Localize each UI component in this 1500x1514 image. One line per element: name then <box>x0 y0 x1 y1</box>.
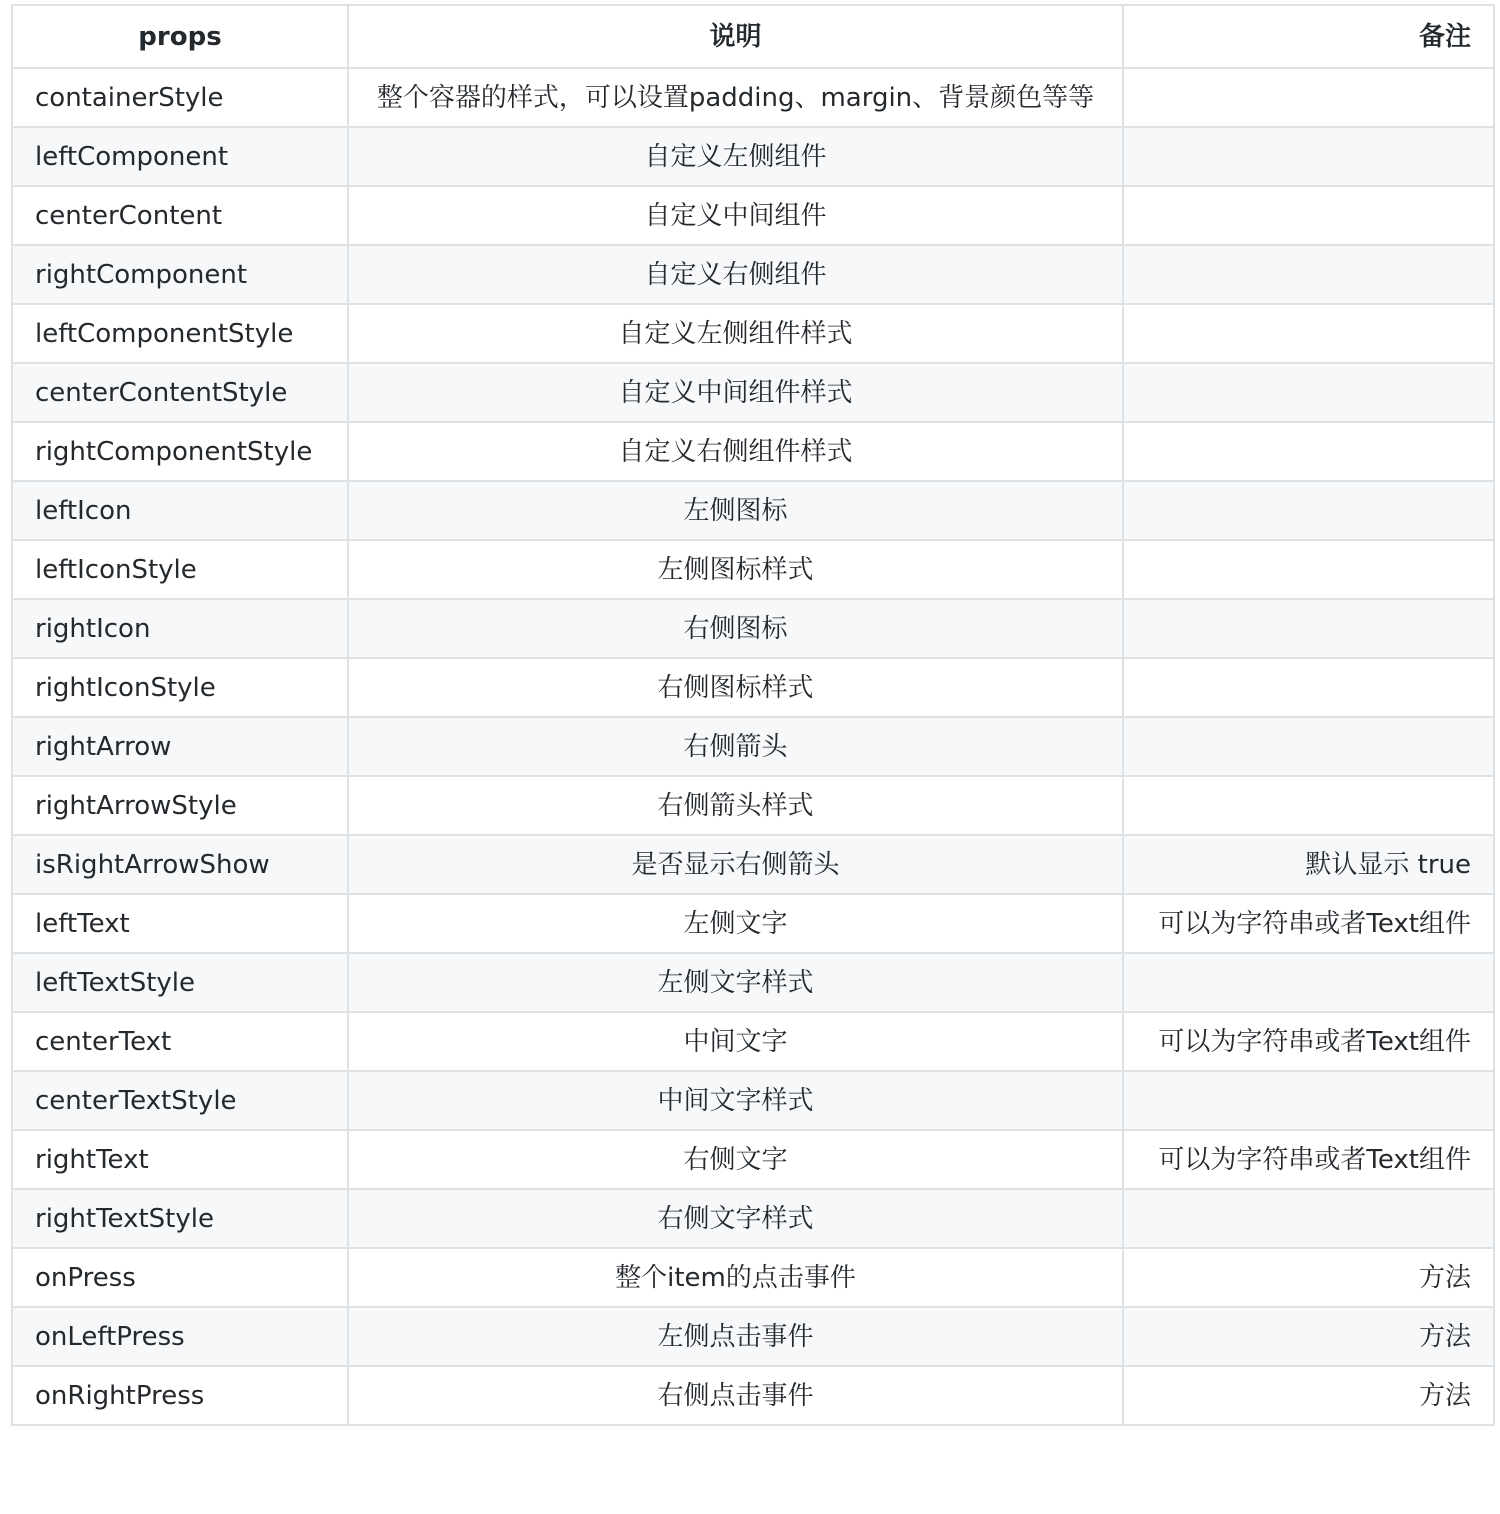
prop-cell: onRightPress <box>12 1366 348 1425</box>
table-row <box>12 1248 1494 1307</box>
header-props: props <box>12 5 348 68</box>
remark-cell <box>1123 599 1494 658</box>
prop-cell: rightIcon <box>12 599 348 658</box>
table-row <box>12 1012 1494 1071</box>
table-row <box>12 1071 1494 1130</box>
table-row <box>12 776 1494 835</box>
remark-cell: 方法 <box>1123 1307 1494 1366</box>
table-row <box>12 481 1494 540</box>
table-row <box>12 363 1494 422</box>
table-row <box>12 1366 1494 1425</box>
remark-cell <box>1123 68 1494 127</box>
description-cell: 左侧文字 <box>348 894 1123 953</box>
description-cell: 右侧箭头样式 <box>348 776 1123 835</box>
prop-cell: onLeftPress <box>12 1307 348 1366</box>
prop-cell: centerContentStyle <box>12 363 348 422</box>
table-row <box>12 1307 1494 1366</box>
prop-cell: centerContent <box>12 186 348 245</box>
table-row <box>12 422 1494 481</box>
description-cell: 是否显示右侧箭头 <box>348 835 1123 894</box>
table-row <box>12 717 1494 776</box>
table-row <box>12 127 1494 186</box>
description-cell: 自定义中间组件样式 <box>348 363 1123 422</box>
remark-cell: 可以为字符串或者Text组件 <box>1123 894 1494 953</box>
table-row <box>12 953 1494 1012</box>
remark-cell <box>1123 1071 1494 1130</box>
header-row <box>12 5 1494 68</box>
description-cell: 自定义中间组件 <box>348 186 1123 245</box>
table-row <box>12 186 1494 245</box>
remark-cell: 方法 <box>1123 1366 1494 1425</box>
remark-cell <box>1123 363 1494 422</box>
table-body <box>12 68 1494 1425</box>
prop-cell: rightIconStyle <box>12 658 348 717</box>
description-cell: 右侧箭头 <box>348 717 1123 776</box>
description-cell: 右侧点击事件 <box>348 1366 1123 1425</box>
description-cell: 右侧文字样式 <box>348 1189 1123 1248</box>
description-cell: 左侧点击事件 <box>348 1307 1123 1366</box>
remark-cell <box>1123 422 1494 481</box>
remark-cell: 可以为字符串或者Text组件 <box>1123 1130 1494 1189</box>
description-cell: 左侧图标样式 <box>348 540 1123 599</box>
remark-cell <box>1123 953 1494 1012</box>
remark-cell <box>1123 1189 1494 1248</box>
remark-cell: 默认显示 true <box>1123 835 1494 894</box>
prop-cell: rightComponentStyle <box>12 422 348 481</box>
remark-cell <box>1123 717 1494 776</box>
props-table <box>11 4 1495 1426</box>
description-cell: 右侧图标 <box>348 599 1123 658</box>
remark-cell: 可以为字符串或者Text组件 <box>1123 1012 1494 1071</box>
prop-cell: leftComponentStyle <box>12 304 348 363</box>
table-row <box>12 835 1494 894</box>
prop-cell: leftComponent <box>12 127 348 186</box>
remark-cell <box>1123 481 1494 540</box>
remark-cell <box>1123 776 1494 835</box>
description-cell: 中间文字 <box>348 1012 1123 1071</box>
prop-cell: leftIcon <box>12 481 348 540</box>
props-table-container <box>11 4 1493 1426</box>
description-cell: 自定义右侧组件样式 <box>348 422 1123 481</box>
table-row <box>12 599 1494 658</box>
description-cell: 中间文字样式 <box>348 1071 1123 1130</box>
table-row <box>12 1189 1494 1248</box>
remark-cell <box>1123 304 1494 363</box>
remark-cell <box>1123 245 1494 304</box>
table-row <box>12 658 1494 717</box>
table-header <box>12 5 1494 68</box>
remark-cell <box>1123 127 1494 186</box>
prop-cell: containerStyle <box>12 68 348 127</box>
description-cell: 自定义左侧组件样式 <box>348 304 1123 363</box>
table-row <box>12 304 1494 363</box>
prop-cell: isRightArrowShow <box>12 835 348 894</box>
description-cell: 右侧文字 <box>348 1130 1123 1189</box>
remark-cell <box>1123 658 1494 717</box>
remark-cell: 方法 <box>1123 1248 1494 1307</box>
header-remarks: 备注 <box>1123 5 1494 68</box>
table-row <box>12 894 1494 953</box>
table-row <box>12 540 1494 599</box>
prop-cell: onPress <box>12 1248 348 1307</box>
table-row <box>12 245 1494 304</box>
description-cell: 左侧图标 <box>348 481 1123 540</box>
prop-cell: rightText <box>12 1130 348 1189</box>
remark-cell <box>1123 186 1494 245</box>
prop-cell: rightComponent <box>12 245 348 304</box>
table-row <box>12 1130 1494 1189</box>
description-cell: 左侧文字样式 <box>348 953 1123 1012</box>
prop-cell: rightArrowStyle <box>12 776 348 835</box>
prop-cell: rightArrow <box>12 717 348 776</box>
description-cell: 整个容器的样式，可以设置padding、margin、背景颜色等等 <box>348 68 1123 127</box>
table-row <box>12 68 1494 127</box>
prop-cell: leftText <box>12 894 348 953</box>
prop-cell: leftIconStyle <box>12 540 348 599</box>
header-description: 说明 <box>348 5 1123 68</box>
description-cell: 自定义右侧组件 <box>348 245 1123 304</box>
prop-cell: centerText <box>12 1012 348 1071</box>
description-cell: 整个item的点击事件 <box>348 1248 1123 1307</box>
prop-cell: rightTextStyle <box>12 1189 348 1248</box>
remark-cell <box>1123 540 1494 599</box>
description-cell: 自定义左侧组件 <box>348 127 1123 186</box>
description-cell: 右侧图标样式 <box>348 658 1123 717</box>
prop-cell: centerTextStyle <box>12 1071 348 1130</box>
prop-cell: leftTextStyle <box>12 953 348 1012</box>
